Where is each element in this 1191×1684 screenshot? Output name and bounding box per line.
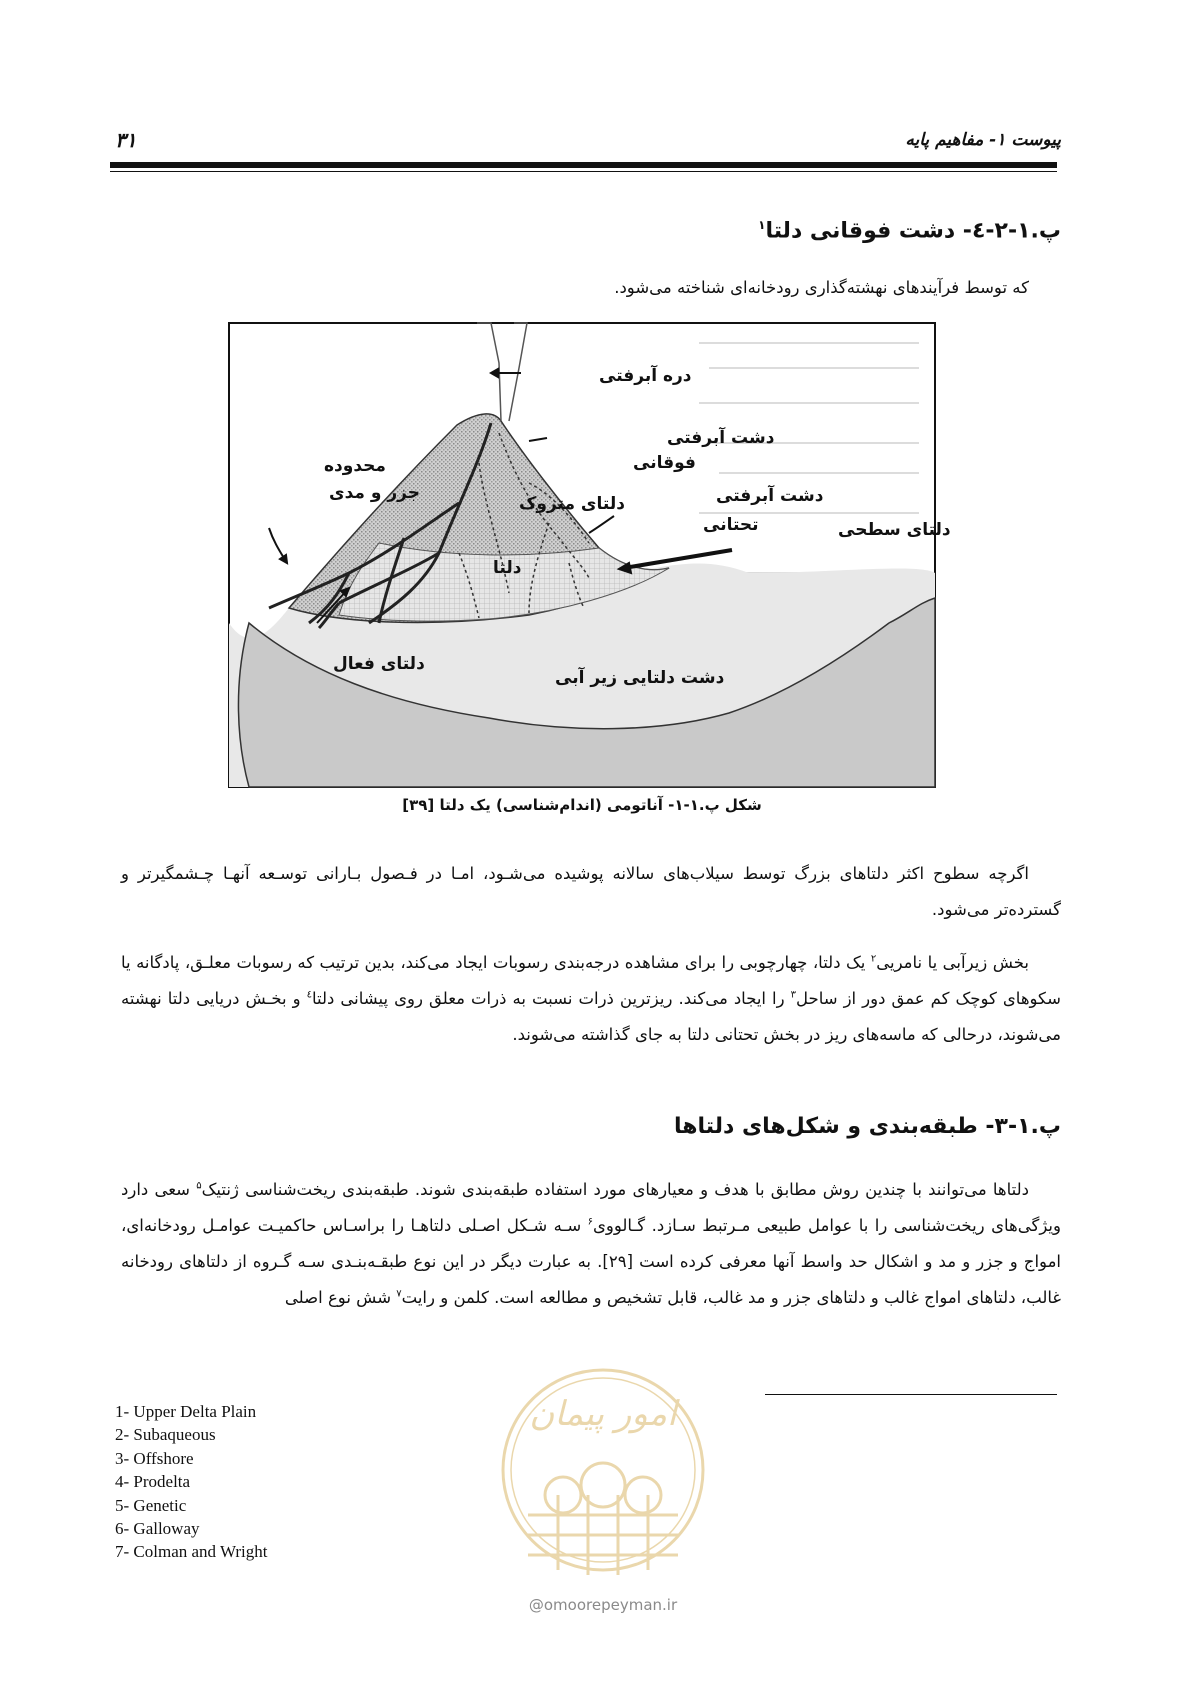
label-tidal-range-1: محدوده <box>324 456 386 476</box>
footnote-separator <box>765 1394 1057 1395</box>
label-alluvial-valley: دره آبرفتی <box>599 366 692 386</box>
footnotes-list <box>115 1400 267 1564</box>
watermark-logo <box>488 1345 718 1625</box>
footnote-item: 1- Upper Delta Plain <box>115 1402 257 1421</box>
footnote-ref: ٤ <box>306 989 312 1001</box>
paragraph-text: دلتاها می‌توانند با چندین روش مطابق با هدف و معیارهای مورد استفاده طبقه‌بندی شوند. طبقه‌بندی ریخت‌شناسی ژنتیک <box>201 1180 1029 1199</box>
footnote-item: 4- Prodelta <box>115 1472 191 1492</box>
paragraph-text: را ایجاد می‌کند. ریزترین ذرات نسبت به ذرات معلق روی پیشانی دلتا <box>312 989 791 1008</box>
footnote-ref: ۳ <box>790 989 797 1001</box>
footnote-item: 2- Subaqueous <box>115 1425 216 1445</box>
label-delta: دلتا <box>493 558 522 578</box>
intro-sentence: که توسط فرآیندهای نهشته‌گذاری رودخانه‌ای شناخته می‌شود. <box>614 278 1029 297</box>
footnote-ref: ۷ <box>396 1288 402 1300</box>
label-abandoned-delta: دلتای متروک <box>519 494 625 514</box>
section-heading-upper-delta-plain <box>758 218 1061 243</box>
figure-caption: شکل پ.۱-۱- آناتومی (اندام‌شناسی) یک دلتا [۳۹] <box>402 796 762 814</box>
watermark-logo-text: امور پیمان <box>529 1394 677 1434</box>
label-upper-alluvial-plain-2: فوقانی <box>633 453 696 473</box>
paragraph-delta-classification <box>121 1172 1061 1316</box>
paragraph-text: سعی دارد ویژگی‌های ریخت‌شناسی را با عوامل طبیعی مـرتبط سـازد. گـالووی <box>121 1180 1061 1235</box>
header-rule-thick <box>110 162 1057 168</box>
delta-anatomy-figure <box>229 323 951 787</box>
label-upper-alluvial-plain-1: دشت آبرفتی <box>667 428 775 448</box>
page-number: ۳۱ <box>115 128 137 152</box>
footnote-item: 5- Genetic <box>115 1495 187 1515</box>
label-lower-alluvial-plain-1: دشت آبرفتی <box>716 486 824 506</box>
paragraph-text: و بخـش دریایی دلتا نهشته می‌شوند، درحالی که ماسه‌های ریز در بخش تحتانی دلتا به جای گذاشته می‌شوند. <box>121 989 1061 1044</box>
footnote-item: 6- Galloway <box>115 1519 200 1539</box>
label-surface-delta: دلتای سطحی <box>838 520 951 540</box>
label-tidal-range-2: جزر و مدی <box>329 483 420 503</box>
label-active-delta: دلتای فعال <box>333 654 425 674</box>
footnote-ref: ۶ <box>587 1216 593 1228</box>
watermark-url: @omoorepeyman.ir <box>528 1596 678 1614</box>
running-header-title: پیوست ۱- مفاهیم پایه <box>905 130 1061 150</box>
paragraph-text: شش نوع اصلی <box>284 1288 397 1307</box>
paragraph-text: سـه شـکل اصـلی دلتاهـا را براسـاس حاکمیـت عوامـل رودخانه‌ای، امواج و جزر و مد و اشکال حد واسط آنها معرفی کرده است [۲۹]. به عبارت دیگر در این نوع طبقـه‌بنـدی سـه گـروه از دلتاهای رودخانه غالب، دلتاهای امواج غالب و دلتاهای جزر و مد غالب، قابل تشخیص و مطالعه است. کلمن و رایت <box>121 1216 1061 1307</box>
paragraph-flood-seasons: اگرچه سطوح اکثر دلتاهای بزرگ توسط سیلاب‌های سالانه پوشیده می‌شـود، امـا در فـصول بـارانی توسـعه آنهـا چـشمگیرتر و گسترده‌تر می‌شود. <box>121 864 1061 919</box>
header-rule-thin <box>110 171 1057 172</box>
paragraph-text: بخش زیرآبی یا نامریی <box>876 953 1029 972</box>
paragraph-text: یک دلتا، چهارچوبی را برای مشاهده درجه‌بندی رسوبات ایجاد می‌کند، بدین ترتیب که رسوبات معلـق، پادگانه یا سکوهای کوچک کم عمق دور از ساحل <box>121 953 1061 1008</box>
label-subaqueous-delta-plain: دشت دلتایی زیر آبی <box>555 668 725 688</box>
footnote-item: 3- Offshore <box>115 1448 194 1468</box>
footnote-ref: ۲ <box>870 953 877 965</box>
section-heading-delta-classification: پ.۱-۳- طبقه‌بندی و شکل‌های دلتاها <box>674 1114 1061 1139</box>
footnote-ref: ۱ <box>758 218 766 232</box>
footnote-item: 7- Colman and Wright <box>115 1542 268 1562</box>
paragraph-subaqueous-delta <box>121 945 1061 1053</box>
label-lower-alluvial-plain-2: تحتانی <box>703 515 759 535</box>
section-heading-text: پ.۱-۲-٤- دشت فوقانی دلتا <box>765 218 1061 244</box>
footnote-ref: ۵ <box>196 1180 202 1192</box>
